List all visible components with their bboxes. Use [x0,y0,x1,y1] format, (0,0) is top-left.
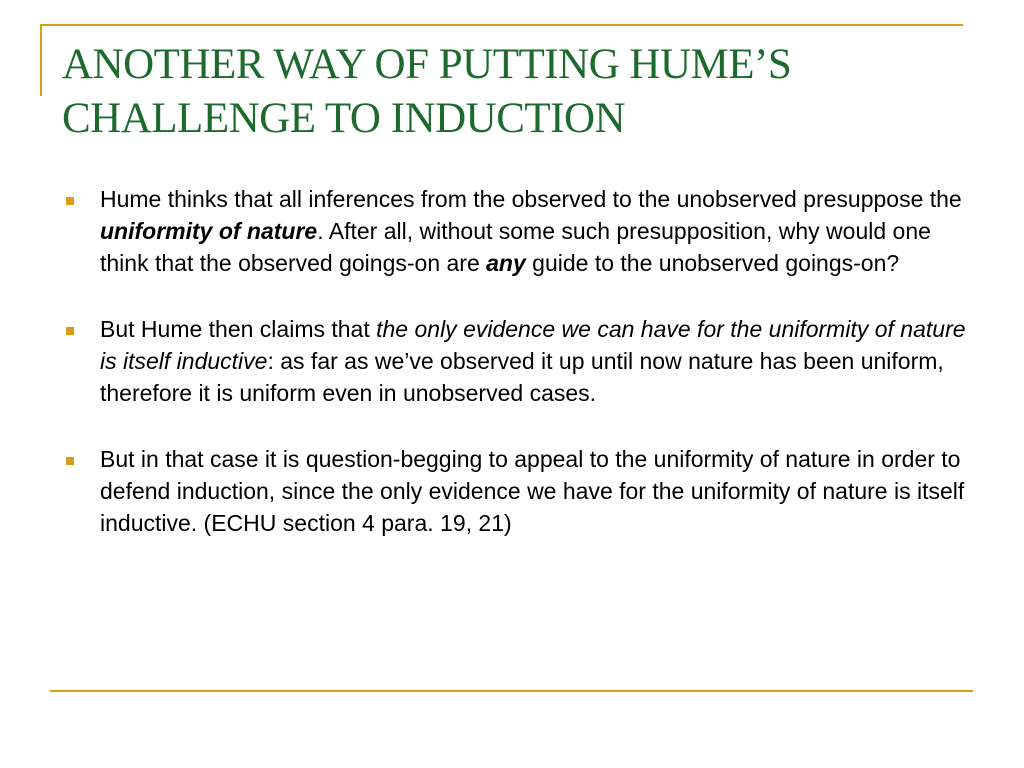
bullet-1-emphasis-uniformity: uniformity of nature [100,218,318,244]
bullet-2-emphasis-evidence: the only evidence we can have for the uniformity of nature is itself inductive [100,316,966,374]
bullet-2-text-1: But Hume then claims that [100,316,377,342]
bullet-2-text-2: : as far as we’ve observed it up until now nature has been uniform, therefore it is uniform even in unobserved cases. [100,348,944,406]
title-line-1: ANOTHER WAY OF PUTTING HUME’S [62,41,792,88]
square-bullet-icon [66,327,74,335]
bullet-list [66,183,971,573]
bullet-3-text: But in that case it is question-begging to appeal to the uniformity of nature in order to defend induction, since the only evidence we have for the uniformity of nature is itself inductive. (ECHU section 4 para. 19, 21) [100,446,965,536]
square-bullet-icon [66,197,74,205]
title-line-2: CHALLENGE TO INDUCTION [62,95,626,142]
bullet-1-text-2: . After all, without some such presupposition, why would one think that the observed goings-on are [100,218,931,276]
square-bullet-icon [66,457,74,465]
bullet-item-1 [66,183,971,279]
bullet-item-2 [66,313,971,409]
left-accent-line [40,24,42,96]
bottom-accent-line [50,690,973,692]
bullet-item-3 [66,443,971,539]
slide-title [62,38,962,146]
bullet-1-text-1: Hume thinks that all inferences from the observed to the unobserved presuppose the [100,186,962,212]
bullet-1-emphasis-any: any [486,250,526,276]
top-accent-line [40,24,963,26]
bullet-1-text-3: guide to the unobserved goings-on? [525,250,900,276]
